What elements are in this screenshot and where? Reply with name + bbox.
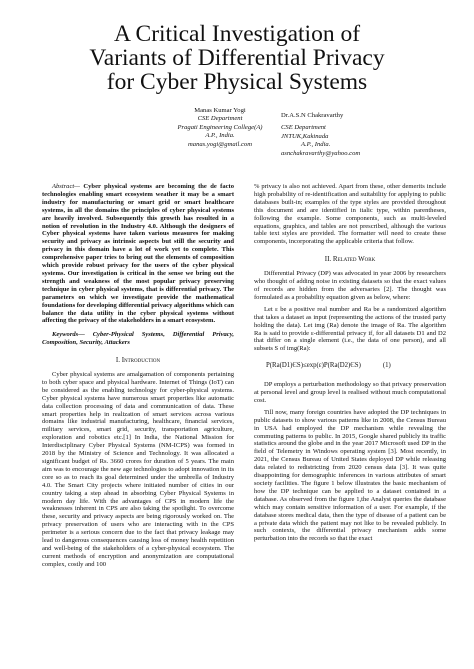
author-name: Manas Kumar Yogi [194, 107, 246, 114]
keywords-label: Keywords— [52, 331, 85, 339]
author-email: manas.yogi@gmail.com [188, 140, 252, 148]
related-paragraph-1: Differential Privacy (DP) was advocated in year 2006 by researchers who thought of adding noise in existing datasets so that the exact values of records are hidden from the adversaries [2]. The thought was formulated as a probability equation given as below, where: [254, 270, 446, 301]
paper-title [40, 22, 434, 94]
section-heading-introduction: I. Introduction [115, 356, 161, 365]
author-org: Pragati Engineering College(A) [177, 123, 263, 131]
title-line-1: A Critical Investigation of [113, 21, 361, 47]
equation-number: (1) [382, 362, 391, 370]
section-heading-related-work: II. Related Work [324, 255, 376, 264]
related-paragraph-2: Let ε be a positive real number and Ra be a randomized algorithm that takes a dataset as input (representing the actions of the trusted party holding the data). Let img (Ra) denote the image of Ra. The algorithm Ra is said to provide ε-differential privacy if, for all datasets D1 and D2 that differ on a single element (i.e., the data of one person), and all subsets S of img(Ra): [254, 305, 446, 353]
related-paragraph-4: Till now, many foreign countries have adopted the DP techniques in public datasets to show various patterns like in 2008, the Census Bureau in USA had employed the DP mechanism while revealing the commuting patterns to public. In 2015, Google shared publicly its traffic statistics around the globe and in the year 2017 Microsoft used DP in the field of Telemetry in Windows operating system [3]. Most recently, in 2021, the Census Bureau of United States deployed DP while releasing data related to redistricting from 2020 census data [3]. It was quite disappointing for demographic inferences in various attributes of smart society facilities. The figure 1 below illustrates the basic mechanism of how the DP technique can be applied to a dataset contained in a database. As observed from the figure 1,the Analyst queries the database which may contain sensitive information of a user. For example, if the database stores medical data, then the type of disease of a patient can be a private data which the patient may not like to be revealed publicly. In such contexts, the differential privacy mechanism adds some perturbation into the records so that the exact [254, 408, 446, 543]
author-place: A.P., India. [301, 141, 331, 149]
intro-paragraph: Cyber physical systems are amalgamation of components pertaining to both cyber space and physical hardware. Internet of Things (IoT) can be considered as the enabling technology for cyber-physical systems. Cyber physical systems have numerous smart properties like automatic data collection processing of data and communication of data. These smart properties help in realization of smart services across various domains like industrial manufacturing, healthcare, financial services, military services, smart grid, security, transportation agriculture, exploration and robotics etc.[1] In India, the National Mission for Interdisciplinary Cyber Physical Systems (NM-ICPS) was formed in 2018 by the Ministry of Science and Technology. It was allocated a significant budget of Rs. 3660 crores for duration of 5 years. The main aim was to encourage the new age technologies to adopt innovation in its core so as to reach its goal determined under the umbrella of Industry 4.0. The Smart City projects where initiated number of cities in our country taking a step ahead in absorbing Cyber Physical Systems in modern day life. With the advantages of CPS in modern life the weaknesses inherent in CPS are also taking the spotlight. To overcome these, security and privacy aspects are being rigorously worked on. The privacy preservation of users who are interacting with in the CPS perimeter is a serious concern due to the fact that privacy leakage may lead to dangerous consequences causing loss of money health repetition and well-being of the stakeholders of a cyber-physical ecosystem. The current methods of encryption and anonymization are computational complex, costly and 100 [42, 371, 234, 568]
title-line-2: Variants of Differential Privacy [89, 45, 385, 71]
equation-1 [254, 362, 446, 370]
continued-paragraph: % privacy is also not achieved. Apart from these, other demerits include high probability of re-identification and suitability for applying to public databases built-in; examples of the type styles are provided throughout this document and are identified in italic type, within parentheses, following the example. Some components, such as multi-leveled equations, graphics, and tables are not prescribed, although the various table text styles are provided. The formatter will need to create these components, incorporating the applicable criteria that follow. [254, 183, 446, 246]
title-line-3: for Cyber Physical Systems [106, 69, 368, 95]
abstract-label: Abstract— [52, 183, 81, 190]
abstract-text: Cyber physical systems are becoming the de facto technologies enabling smart ecosystem weather it may be a smart industry for manufacturing or smart grid or smart healthcare systems, in all the domains the principles of cyber physical systems are heavily involved. Subsequently this growth has resulted in a notion of revolution in the Industry 4.0. Although the designers of Cyber physical systems have taken various measures for making security and privacy as intrinsic aspects but still the security and privacy in this domain have a lot of work yet to complete. This comprehensive paper tries to bring out the elements of composition which provide robust privacy for the users of the cyber physical systems. Our investigation is critical in the sense we bring out the strength and weakness of the most popular privacy preserving technique in cyber physical systems, that is differential privacy. The parameters on which we investigate provide the mathematical foundations for developing differential privacy algorithms which can balance the data utility in the cyber physical systems without affecting the privacy of the stakeholders in a smart ecosystem. [42, 183, 234, 325]
left-column [42, 183, 234, 569]
abstract [42, 183, 234, 325]
right-column [254, 183, 446, 543]
author-email: asnchakravarthy@yahoo.com [281, 149, 361, 157]
author-dept: CSE Department [281, 124, 326, 132]
author-block-2 [281, 112, 421, 158]
author-org: JNTUK,Kakinada [281, 132, 329, 140]
keywords-text: Cyber-Physical Systems, Differential Privacy, Composition, Security, Attackers [42, 331, 234, 347]
author-block-1 [150, 107, 290, 149]
equation-body: P(Ra(D1)ЄS)≤exp(ε)P(Ra(D2)ЄS) [266, 362, 361, 370]
related-paragraph-3: DP employs a perturbation methodology so that privacy preservation at personal level and group level is realised without much computational cost. [254, 381, 446, 404]
author-place: A.P., India. [205, 132, 235, 140]
author-dept: CSE Department [197, 115, 243, 123]
author-name: Dr.A.S.N Chakravarthy [281, 112, 344, 119]
keywords [42, 331, 234, 347]
